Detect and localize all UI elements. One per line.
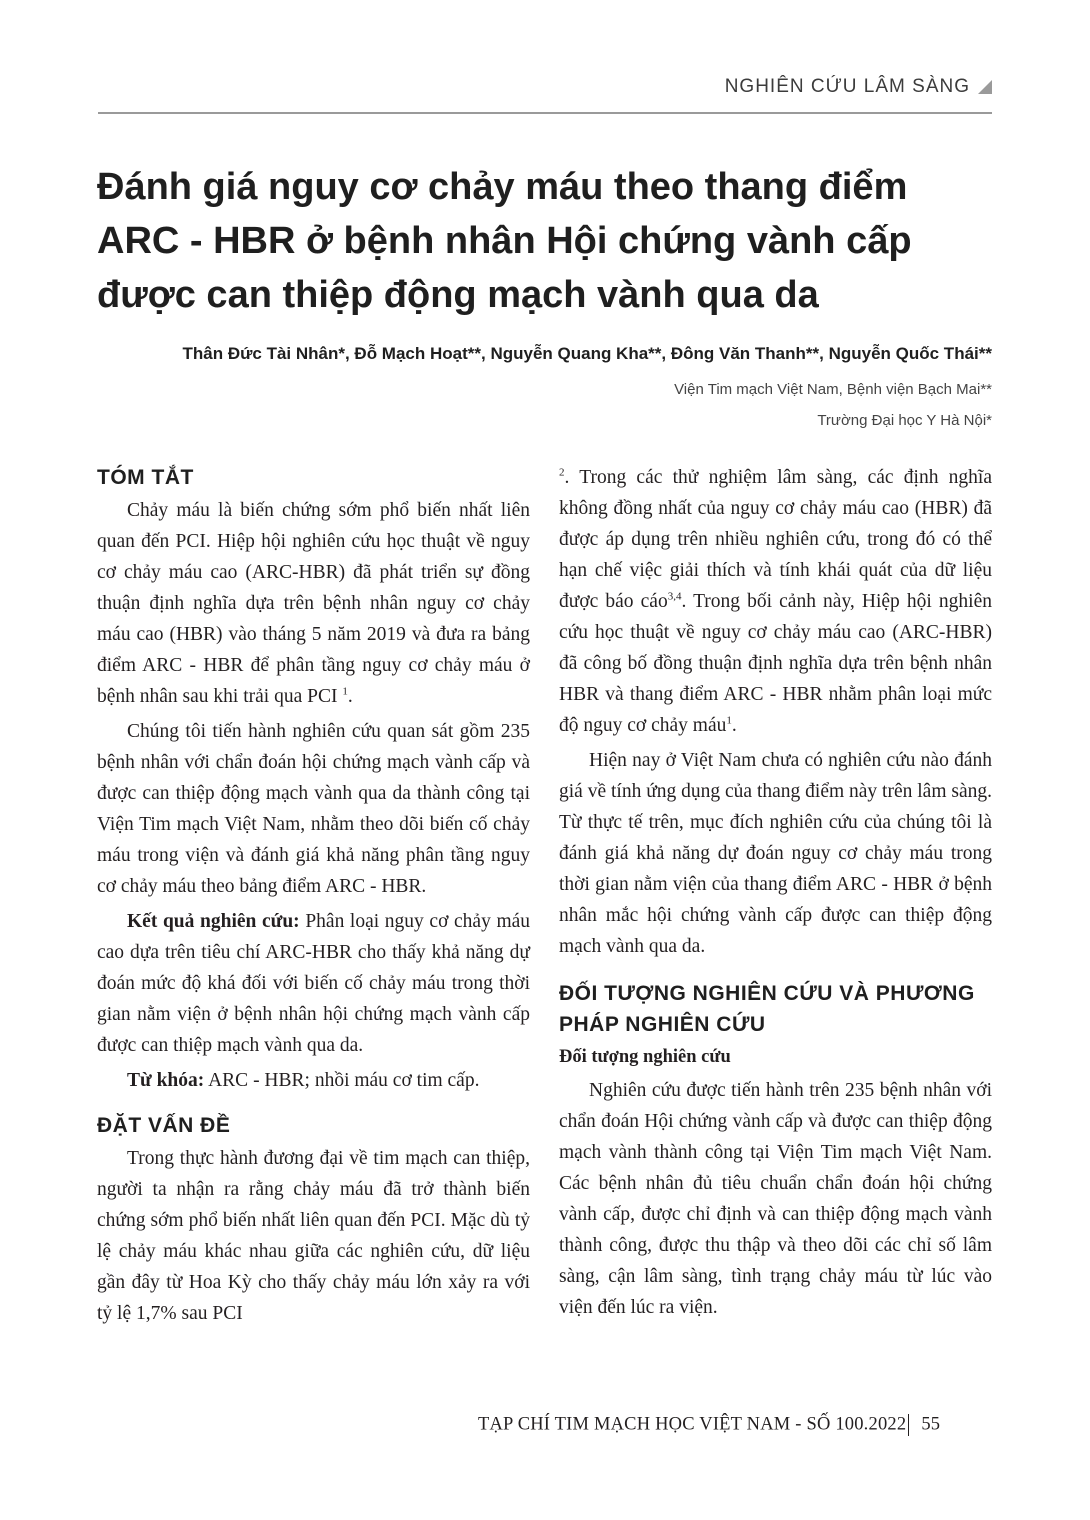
keywords-label: Từ khóa: [127,1070,205,1091]
intro-heading: ĐẶT VẤN ĐỀ [97,1114,231,1137]
page-footer [478,1414,940,1436]
journal-name: TẠP CHÍ TIM MẠCH HỌC VIỆT NAM - SỐ 100.2022 [478,1414,907,1435]
header-rule [98,112,992,114]
section-header-label: NGHIÊN CỨU LÂM SÀNG [724,76,970,97]
citation-ref: 1 [726,714,732,727]
affiliation-2: Trường Đại học Y Hà Nội* [817,412,992,429]
results-label: Kết quả nghiên cứu: [127,911,300,932]
section-header [725,76,992,98]
abstract-heading: TÓM TẮT [97,466,194,489]
abstract-paragraph-1: Chảy máu là biến chứng sớm phổ biến nhất liên quan đến PCI. Hiệp hội nghiên cứu học thuật về nguy cơ chảy máu cao (ARC-HBR) đã phát triển sự đồng thuận định nghĩa dựa trên bệnh nhân nguy cơ chảy máu cao (HBR) vào tháng 5 năm 2019 và đưa ra bảng điểm ARC - HBR để phân tầng nguy cơ chảy máu ở bệnh nhân sau khi trải qua PCI $^1$. [97,500,530,707]
methods-paragraph-1: Nghiên cứu được tiến hành trên 235 bệnh nhân với chẩn đoán Hội chứng vành cấp và được can thiệp động mạch vành thành công tại Viện Tim mạch Việt Nam. Các bệnh nhân đủ tiêu chuẩn chẩn đoán hội chứng vành cấp, được chỉ định và can thiệp động mạch vành thành công, được thu thập và theo dõi các chỉ số lâm sàng, cận lâm sàng, tình trạng chảy máu từ lúc vào viện đến lúc ra viện. [559,1080,992,1318]
intro-paragraph-1-part-1: Trong thực hành đương đại về tim mạch can thiệp, người ta nhận ra rằng chảy máu đã trở thành biến chứng sớm phổ biến nhất liên quan đến PCI. Mặc dù tỷ lệ chảy máu khác nhau giữa các nghiên cứu, dữ liệu gần đây từ Hoa Kỳ cho thấy chảy máu lớn xảy ra với tỷ lệ 1,7% sau PCI [97,1148,530,1324]
page-number: 55 [921,1414,941,1435]
methods-heading: ĐỐI TƯỢNG NGHIÊN CỨU VÀ PHƯƠNG PHÁP NGHIÊN CỨU [559,982,975,1036]
abstract-keywords: Từ khóa: ARC - HBR; nhồi máu cơ tim cấp. [127,1070,480,1091]
affiliation-1: Viện Tim mạch Việt Nam, Bệnh viện Bạch Mai** [674,381,992,398]
methods-subheading: Đối tượng nghiên cứu [559,1047,731,1067]
author-list: Thân Đức Tài Nhân*, Đỗ Mạch Hoạt**, Nguyễn Quang Kha**, Đông Văn Thanh**, Nguyễn Quốc Thái** [182,344,992,363]
intro-paragraph-2: Hiện nay ở Việt Nam chưa có nghiên cứu nào đánh giá về tính ứng dụng của thang điểm này trên lâm sàng. Từ thực tế trên, mục đích nghiên cứu của chúng tôi là đánh giá khả năng dự đoán nguy cơ chảy máu trong thời gian nằm viện của thang điểm ARC - HBR ở bệnh nhân mắc hội chứng vành cấp được can thiệp động mạch vành qua da. [559,750,992,957]
citation-ref: 3,4 [667,590,682,603]
footer-divider [908,1414,909,1436]
triangle-icon [978,80,992,94]
citation-ref: 1 [342,685,348,698]
right-column [559,462,992,1327]
left-column [97,462,530,1333]
intro-paragraph-1-part-2: $^2$. Trong các thử nghiệm lâm sàng, các định nghĩa không đồng nhất của nguy cơ chảy máu cao (HBR) đã được áp dụng trên nhiều nghiên cứu, trong đó có thể hạn chế việc giải thích và tính khái quát của dữ liệu được báo cáo$^{3,4}$. Trong bối cảnh này, Hiệp hội nghiên cứu học thuật về nguy cơ chảy máu cao (ARC-HBR) đã công bố đồng thuận định nghĩa dựa trên bệnh nhân HBR và thang điểm ARC - HBR nhằm phân loại mức độ nguy cơ chảy máu$^1$. [559,466,992,736]
abstract-results: Kết quả nghiên cứu: Phân loại nguy cơ chảy máu cao dựa trên tiêu chí ARC-HBR cho thấy khả năng dự đoán mức độ khá đối với biến cố chảy máu trong thời gian nằm viện ở bệnh nhân hội chứng mạch vành cấp được can thiệp mạch vành qua da. [97,911,531,1056]
citation-ref: 2 [559,466,565,479]
article-title: Đánh giá nguy cơ chảy máu theo thang điểm ARC - HBR ở bệnh nhân Hội chứng vành cấp được can thiệp động mạch vành qua da [97,166,912,316]
abstract-paragraph-2: Chúng tôi tiến hành nghiên cứu quan sát gồm 235 bệnh nhân với chẩn đoán hội chứng mạch vành cấp và được can thiệp động mạch vành qua da thành công tại Viện Tim mạch Việt Nam, nhằm theo dõi biến cố chảy máu trong viện và đánh giá khả năng phân tầng nguy cơ chảy máu theo bảng điểm ARC - HBR. [97,721,530,897]
